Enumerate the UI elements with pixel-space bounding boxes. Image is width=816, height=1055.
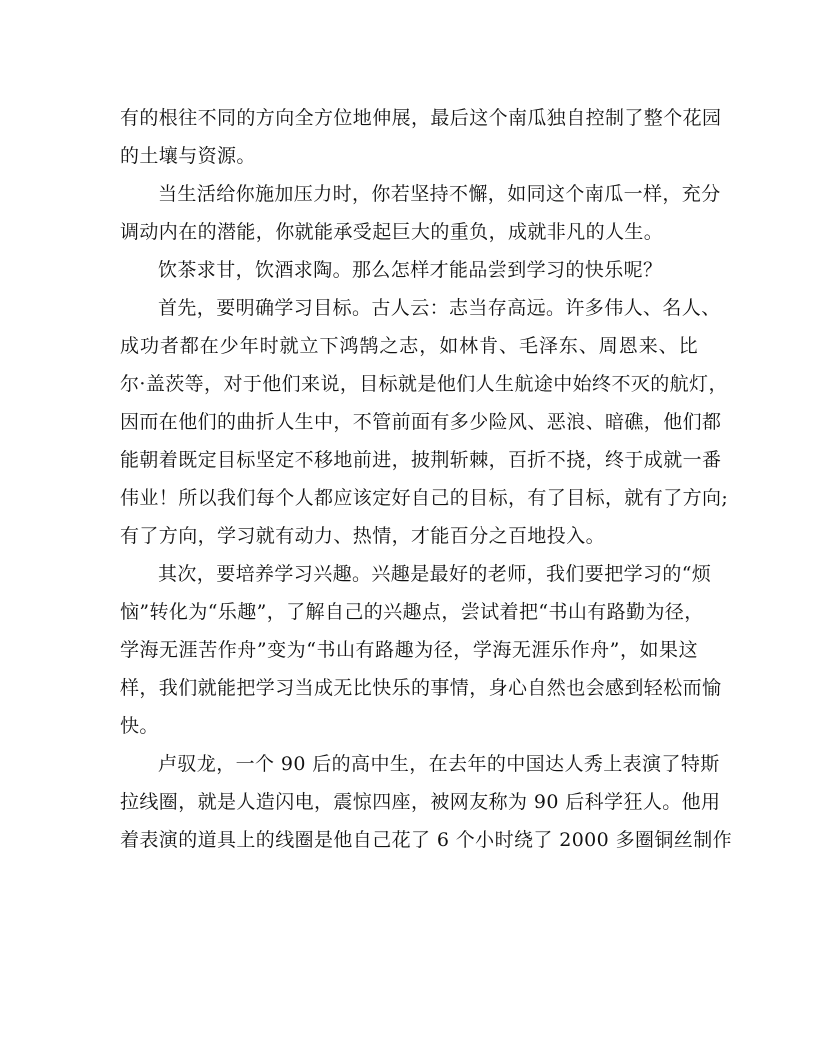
- document-body: [120, 99, 733, 859]
- text-line: 成功者都在少年时就立下鸿鹄之志，如林肯、毛泽东、周恩来、比: [120, 335, 698, 357]
- text-line: 首先，要明确学习目标。古人云：志当存高远。许多伟人、名人、: [158, 297, 721, 319]
- text-line: 当生活给你施加压力时，你若坚持不懈，如同这个南瓜一样，充分: [158, 183, 721, 205]
- text-line: 卢驭龙，一个 90 后的高中生，在去年的中国达人秀上表演了特斯: [158, 753, 720, 775]
- text-line: 饮茶求甘，饮酒求陶。那么怎样才能品尝到学习的快乐呢？: [158, 259, 663, 281]
- text-line: 伟业！所以我们每个人都应该定好自己的目标，有了目标，就有了方向;: [120, 487, 729, 509]
- text-line: 着表演的道具上的线圈是他自己花了 6 个小时绕了 2000 多圈铜丝制作: [120, 829, 733, 851]
- text-line: 其次，要培养学习兴趣。兴趣是最好的老师，我们要把学习的“烦: [158, 563, 712, 585]
- text-line: 因而在他们的曲折人生中，不管前面有多少险风、恶浪、暗礁，他们都: [120, 411, 722, 433]
- text-line: 有了方向，学习就有动力、热情，才能百分之百地投入。: [120, 525, 606, 547]
- text-line: 快。: [120, 715, 159, 737]
- text-line: 恼”转化为“乐趣”，了解自己的兴趣点，尝试着把“书山有路勤为径，: [120, 601, 704, 623]
- text-line: 有的根往不同的方向全方位地伸展，最后这个南瓜独自控制了整个花园: [120, 107, 722, 129]
- text-line: 拉线圈，就是人造闪电，震惊四座，被网友称为 90 后科学狂人。他用: [120, 791, 721, 813]
- text-line: 学海无涯苦作舟”变为“书山有路趣为径，学海无涯乐作舟”，如果这: [120, 639, 698, 661]
- text-line: 能朝着既定目标坚定不移地前进，披荆斩棘，百折不挠，终于成就一番: [120, 449, 722, 471]
- text-line: 尔·盖茨等，对于他们来说，目标就是他们人生航途中始终不灭的航灯，: [120, 373, 728, 395]
- text-line: 的土壤与资源。: [120, 145, 256, 167]
- text-line: 样，我们就能把学习当成无比快乐的事情，身心自然也会感到轻松而愉: [120, 677, 722, 699]
- text-line: 调动内在的潜能，你就能承受起巨大的重负，成就非凡的人生。: [120, 221, 664, 243]
